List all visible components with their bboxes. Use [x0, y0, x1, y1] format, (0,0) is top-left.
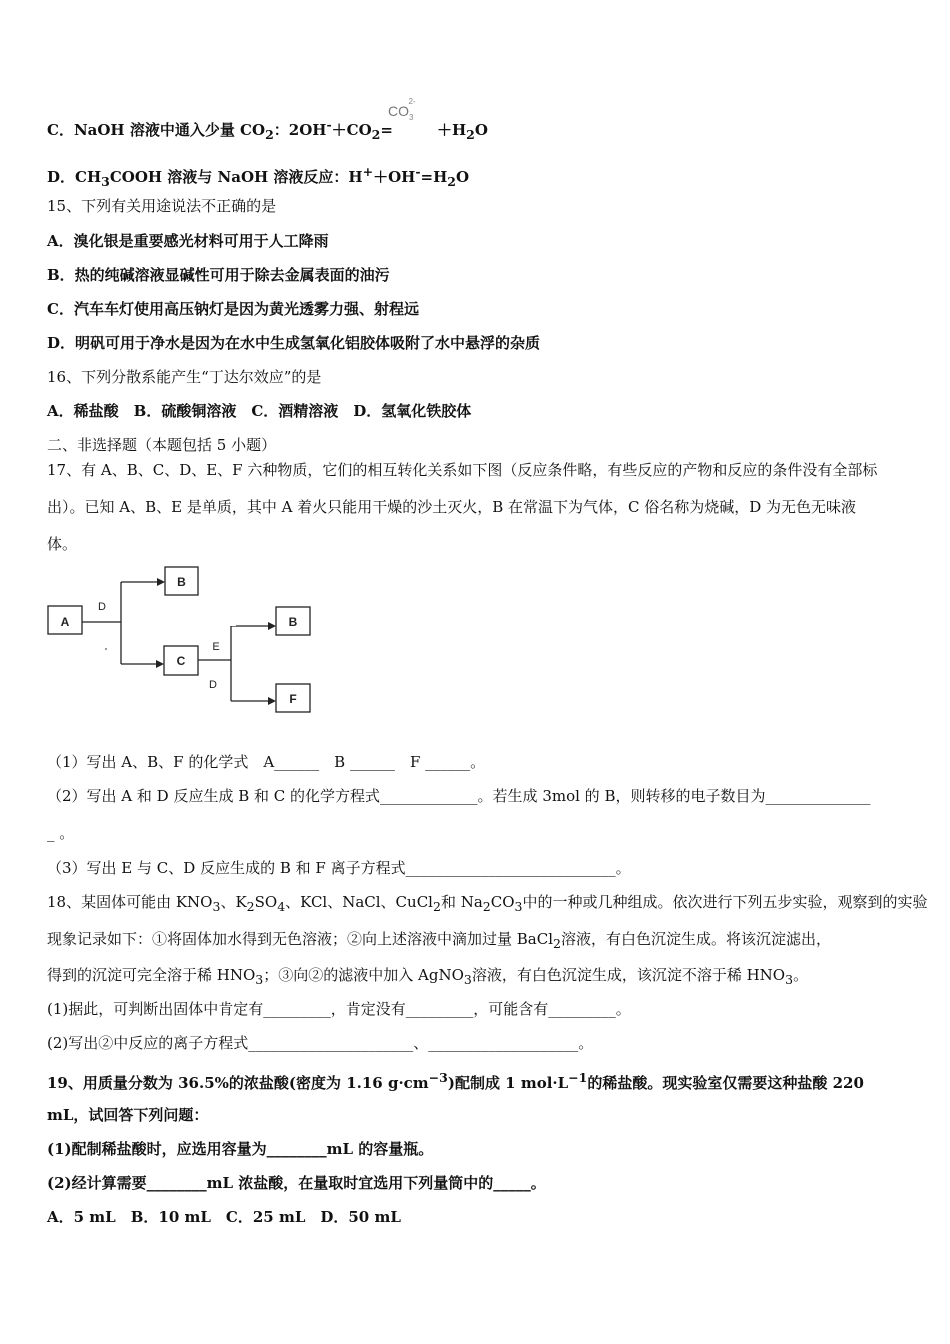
q18-sub1: (1)据此，可判断出固体中肯定有_________，肯定没有_________，可能含有_________。	[47, 1000, 631, 1018]
q16-stem: 16、下列分散系能产生“丁达尔效应”的是	[47, 368, 322, 386]
label-d1: D	[98, 601, 106, 613]
q19-sub2: (2)经计算需要________mL 浓盐酸，在量取时宜选用下列量筒中的_____。	[47, 1174, 546, 1192]
node-b1: B	[177, 575, 186, 589]
q16-options: A．稀盐酸 B．硫酸铜溶液 C．酒精溶液 D．氢氧化铁胶体	[47, 402, 472, 420]
q14-option-d: D．$CH_3COOH$ 溶液与 NaOH 溶液反应：$H^++OH^-=H_2O$	[47, 164, 470, 189]
q17-stem-line3: 体。	[47, 535, 78, 553]
q19-options: A．5 mL B．10 mL C．25 mL D．50 mL	[47, 1208, 401, 1226]
q18-stem-line3: 得到的沉淀可完全溶于稀 $HNO_3$；③向②的滤液中加入 AgNO$_3$溶液，有白色沉淀生成，该沉淀不溶于稀 $HNO_3$。	[47, 966, 809, 987]
q15-option-a: A．溴化银是重要感光材料可用于人工降雨	[47, 232, 329, 250]
q17-sub2-line1: （2）写出 A 和 D 反应生成 B 和 C 的化学方程式_____________。若生成 3mol 的 B，则转移的电子数目为______________	[47, 787, 871, 805]
q18-stem-line1: 18、某固体可能由 $KNO_3$、$K_2SO_4$、KCl、NaCl、CuCl$_2$和 $Na_2CO_3$中的一种或几种组成。依次进行下列五步实验，观察到的实验	[47, 893, 928, 914]
q17-sub3: （3）写出 E 与 C、D 反应生成的 B 和 F 离子方程式____________________________。	[47, 859, 631, 877]
node-f: F	[289, 692, 297, 706]
label-d2: D	[209, 679, 217, 691]
q17-sub1: （1）写出 A、B、F 的化学式 A______ B ______ F ______。	[47, 753, 486, 771]
co3-ion-formula: $CO_3^{2-}$	[388, 97, 416, 122]
label-e: E	[212, 641, 220, 653]
q17-stem-line2: 出）。已知 A、B、E 是单质，其中 A 着火只能用干燥的沙土灭火，B 在常温下为气体，C 俗名称为烧碱，D 为无色无味液	[47, 498, 857, 516]
q18-sub2: (2)写出②中反应的离子方程式______________________、____________________。	[47, 1034, 594, 1052]
q15-option-c: C．汽车车灯使用高压钠灯是因为黄光透雾力强、射程远	[47, 300, 419, 318]
q17-stem-line1: 17、有 A、B、C、D、E、F 六种物质，它们的相互转化关系如下图（反应条件略，有些反应的产物和反应的条件没有全部标	[47, 461, 878, 479]
reaction-flow-diagram	[40, 560, 340, 720]
q19-stem-line2: mL，试回答下列问题：	[47, 1106, 209, 1124]
q15-stem: 15、下列有关用途说法不正确的是	[47, 197, 277, 215]
q15-option-d: D．明矾可用于净水是因为在水中生成氢氧化铝胶体吸附了水中悬浮的杂质	[47, 334, 541, 352]
q18-stem-line2: 现象记录如下：①将固体加水得到无色溶液；②向上述溶液中滴加过量 BaCl$_2$溶液，有白色沉淀生成。将该沉淀滤出，	[47, 930, 831, 951]
node-a: A	[60, 615, 70, 629]
q14-option-c: C．NaOH 溶液中通入少量 $CO_2$：$2OH^-+CO_2= +H_2O$	[47, 117, 488, 142]
node-c: C	[176, 654, 186, 668]
q19-sub1: (1)配制稀盐酸时，应选用容量为________mL 的容量瓶。	[47, 1140, 434, 1158]
section-heading: 二、非选择题（本题包括 5 小题）	[47, 436, 277, 454]
q19-stem-line1: 19、用质量分数为 36.5%的浓盐酸(密度为 1.16 $g\cdot cm^{-3}$)配制成 1 $mol\cdot L^{-1}$的稀盐酸。现实验室仅需要这种盐酸 220	[47, 1070, 864, 1092]
q17-sub2-line2: _ 。	[47, 824, 75, 842]
node-b2: B	[288, 615, 298, 629]
q15-option-b: B．热的纯碱溶液显碱性可用于除去金属表面的油污	[47, 266, 390, 284]
